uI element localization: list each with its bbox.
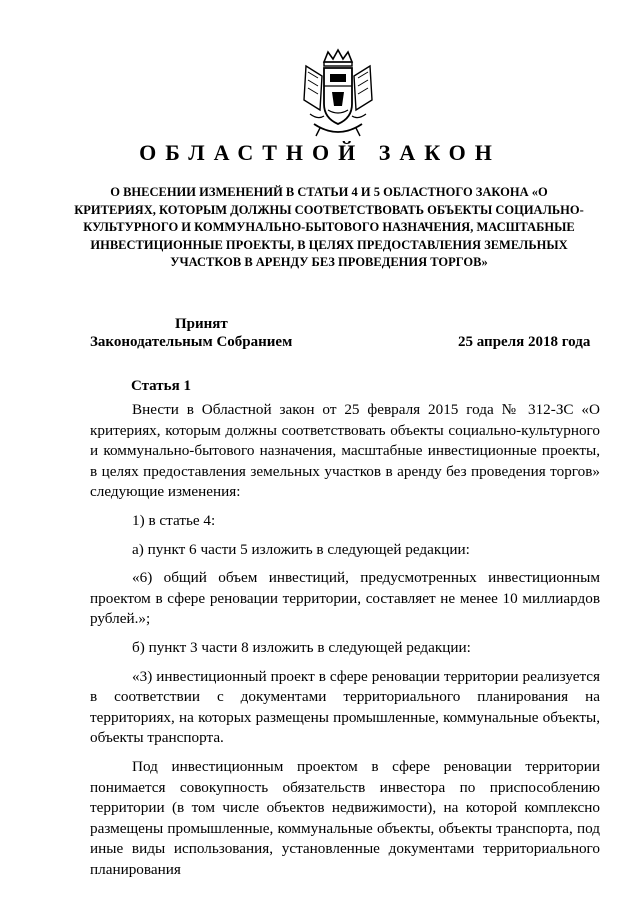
document-subtitle: О ВНЕСЕНИИ ИЗМЕНЕНИЙ В СТАТЬИ 4 И 5 ОБЛАСТНОГО ЗАКОНА «О КРИТЕРИЯХ, КОТОРЫМ ДОЛЖНЫ СООТВЕТСТВОВАТЬ ОБЪЕКТЫ СОЦИАЛЬНО-КУЛЬТУРНОГО И КОММУНАЛЬНО-БЫТОВОГО НАЗНАЧЕНИЯ, МАСШТАБНЫЕ ИНВЕСТИЦИОННЫЕ ПРОЕКТЫ, В ЦЕЛЯХ ПРЕДОСТАВЛЕНИЯ ЗЕМЕЛЬНЫХ УЧАСТКОВ В АРЕНДУ БЕЗ ПРОВЕДЕНИЯ ТОРГОВ» (74, 185, 584, 270)
accepted-date: 25 апреля 2018 года (458, 334, 591, 350)
coat-of-arms-emblem (300, 48, 376, 140)
paragraph: б) пункт 3 части 8 изложить в следующей редакции: (132, 639, 471, 657)
paragraph: а) пункт 6 части 5 изложить в следующей редакции: (132, 540, 470, 558)
paragraph: «3) инвестиционный проект в сфере реновации территории реализуется в соответствии с документами территориального планирования на территориях, на которых размещены промышленные, коммунальные объекты, объекты транспорта. (90, 667, 600, 747)
accepted-by: Законодательным Собранием (90, 334, 293, 350)
paragraph: Внести в Областной закон от 25 февраля 2015 года № 312-ЗС «О критериях, которым должны соответствовать объекты социально-культурного и коммунально-бытового назначения, масштабные инвестиционные проекты, в целях предоставления земельных участков в аренду без проведения торгов» следующие изменения: (90, 401, 600, 500)
article-body (90, 400, 600, 889)
article-heading: Статья 1 (131, 378, 191, 394)
document-title: ОБЛАСТНОЙ ЗАКОН (139, 140, 501, 165)
paragraph: «6) общий объем инвестиций, предусмотренных инвестиционным проектом в сфере реновации территории, составляет не менее 10 миллиардов рублей.»; (90, 569, 600, 628)
accepted-label: Принят (175, 316, 228, 332)
paragraph: 1) в статье 4: (132, 511, 216, 529)
paragraph: Под инвестиционным проектом в сфере реновации территории понимается совокупность обязательств инвестора по приспособлению территории (в том числе объектов недвижимости), на которой комплексно размещены промышленные, коммунальные объекты, объекты транспорта, под иные виды использования, установленные документами территориального планирования (90, 758, 600, 878)
